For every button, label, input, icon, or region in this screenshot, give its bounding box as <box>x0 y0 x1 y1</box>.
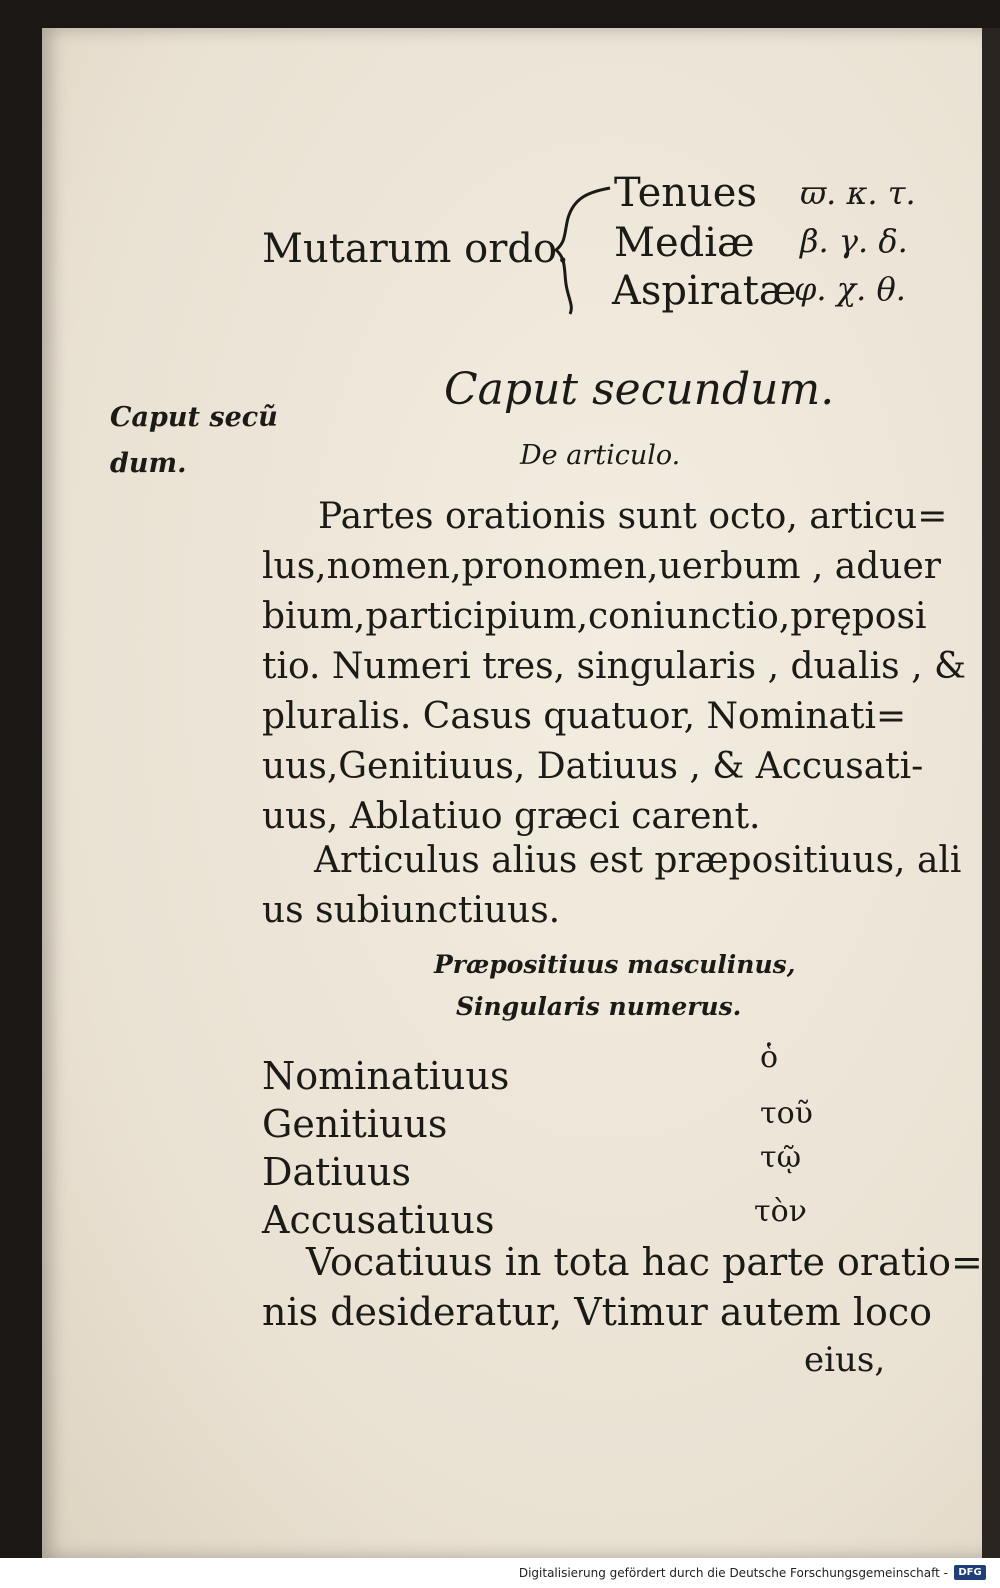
case-greek: τῷ <box>760 1140 802 1175</box>
case-greek: τοῦ <box>760 1096 813 1131</box>
case-greek: τὸν <box>754 1194 807 1229</box>
case-name: Accusatiuus <box>262 1198 495 1242</box>
margin-note-line: Caput secũ <box>110 402 278 433</box>
dfg-logo-icon: DFG <box>954 1565 986 1580</box>
mutarum-row-letters: φ. χ. θ. <box>794 270 906 308</box>
text-line: tio. Numeri tres, singularis , dualis , & <box>262 646 967 687</box>
curly-brace <box>548 178 618 318</box>
subheading-line: Singularis numerus. <box>456 992 742 1021</box>
text-line: Partes orationis sunt octo, articu= <box>318 496 948 537</box>
text-line: Vocatiuus in tota hac parte oratio= <box>306 1240 983 1284</box>
text-line: nis desideratur, Vtimur autem loco <box>262 1290 933 1334</box>
case-name: Nominatiuus <box>262 1054 510 1098</box>
digitization-footer <box>0 1558 1000 1588</box>
mutarum-row-letters: ϖ. κ. τ. <box>800 174 916 212</box>
mutarum-row-name: Aspiratæ <box>612 268 797 314</box>
mutarum-row-letters: β. γ. δ. <box>800 222 908 260</box>
mutarum-row-name: Tenues <box>614 170 757 216</box>
case-name: Datiuus <box>262 1150 411 1194</box>
text-line: lus,nomen,pronomen,uerbum , aduer <box>262 546 942 587</box>
text-line: pluralis. Casus quatuor, Nominati= <box>262 696 907 737</box>
catchword: eius, <box>804 1340 886 1380</box>
section-title: De articulo. <box>520 440 681 471</box>
case-name: Genitiuus <box>262 1102 448 1146</box>
subheading-line: Præpositiuus masculinus, <box>434 950 796 979</box>
chapter-title: Caput secundum. <box>444 364 835 415</box>
text-line: us subiunctiuus. <box>262 890 561 931</box>
case-greek: ὁ <box>760 1040 779 1075</box>
text-line: bium,participium,coniunctio,pręposi <box>262 596 927 637</box>
mutarum-label: Mutarum ordo. <box>262 226 570 272</box>
text-line: uus, Ablatiuo græci carent. <box>262 796 761 837</box>
text-line: uus,Genitiuus, Datiuus , & Accusati- <box>262 746 924 787</box>
margin-note-line: dum. <box>110 448 187 479</box>
mutarum-row-name: Mediæ <box>614 220 755 266</box>
footer-credit: Digitalisierung gefördert durch die Deutsche Forschungsgemeinschaft - <box>518 1566 948 1580</box>
text-line: Articulus alius est præpositiuus, ali <box>314 840 962 881</box>
page-edge <box>982 28 1000 1558</box>
